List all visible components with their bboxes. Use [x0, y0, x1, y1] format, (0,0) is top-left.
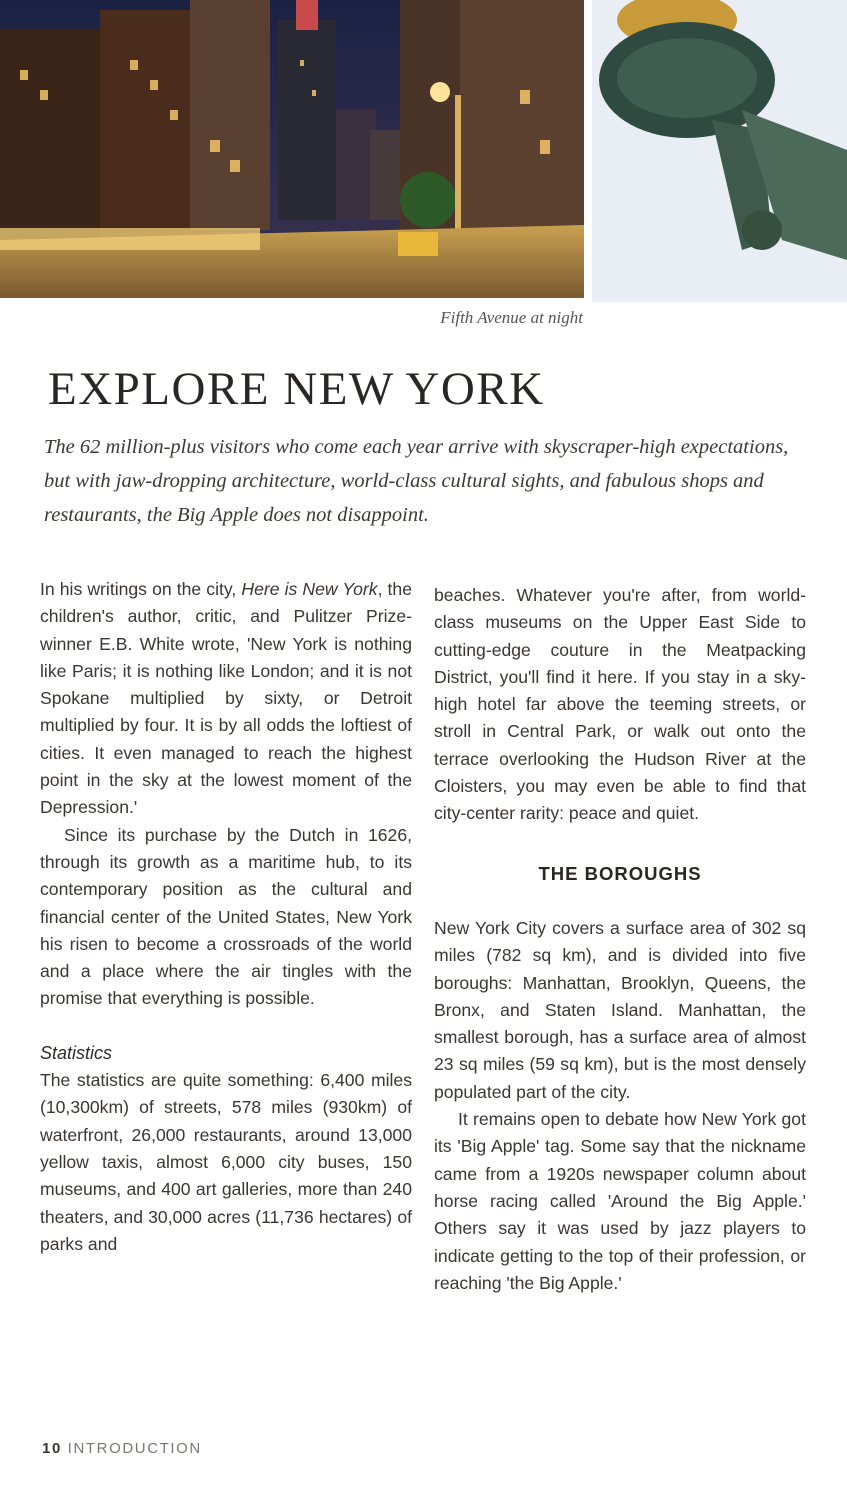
- text-span: In his writings on the city,: [40, 579, 242, 599]
- text-span: , the children's author, critic, and Pulitzer Prize-winner E.B. White wrote, 'New York is nothing like Paris; it is nothing like London; and it is not Spokane multiplied by sixty, or Detroit multiplied by four. It is by all odds the loftiest of cities. It even managed to reach the highest point in the sky at the lowest moment of the Depression.': [40, 579, 412, 818]
- page-footer: [42, 1440, 202, 1457]
- body-paragraph: beaches. Whatever you're after, from world-class museums on the Upper East Side to cutting-edge couture in the Meatpacking District, you'll find it here. If you stay in a sky-high hotel far above the teeming streets, or stroll in Central Park, or walk out onto the terrace overlooking the Hudson River at the Cloisters, you may even be able to find that city-center rarity: peace and quiet.: [434, 585, 806, 824]
- right-column: [434, 582, 806, 1297]
- body-paragraph: Since its purchase by the Dutch in 1626, through its growth as a maritime hub, to its contemporary position as the cultural and financial center of the United States, New York his risen to become a crossroads of the world and a place where the air tingles with the promise that everything is possible.: [40, 824, 412, 1009]
- statue-torch-photo-icon: [592, 0, 847, 302]
- intro-paragraph: The 62 million-plus visitors who come each year arrive with skyscraper-high expectations, but with jaw-dropping architecture, world-class cultural sights, and fabulous shops and restaurants, the Big Apple does not disappoint.: [44, 436, 789, 526]
- photo-caption: Fifth Avenue at night: [440, 308, 583, 327]
- statue-torch-photo: [592, 0, 847, 302]
- boroughs-heading: THE BOROUGHS: [538, 862, 702, 884]
- left-column: [40, 576, 412, 1258]
- city-street-photo-icon: [0, 0, 584, 298]
- page-number: 10: [42, 1440, 62, 1457]
- fifth-avenue-photo: [0, 0, 584, 298]
- statistics-subheading: Statistics: [40, 1042, 113, 1063]
- body-paragraph: New York City covers a surface area of 302 sq miles (782 sq km), and is divided into five boroughs: Manhattan, Brooklyn, Queens, the Bronx, and Staten Island. Manhattan, the smallest borough, has a surface area of almost 23 sq miles (59 sq km), but is the most densely populated part of the city.: [434, 917, 806, 1102]
- section-name: INTRODUCTION: [67, 1440, 202, 1457]
- body-paragraph: It remains open to debate how New York got its 'Big Apple' tag. Some say that the nickname came from a 1920s newspaper column about horse racing called 'Around the Big Apple.' Others say it was used by jazz players to indicate getting to the top of their profession, or reaching 'the Big Apple.': [434, 1109, 806, 1293]
- body-paragraph: [40, 576, 412, 822]
- page-title: EXPLORE NEW YORK: [48, 363, 545, 415]
- book-title: Here is New York: [241, 579, 378, 599]
- body-paragraph: The statistics are quite something: 6,400 miles (10,300km) of streets, 578 miles (930km) of waterfront, 26,000 restaurants, around 13,000 yellow taxis, almost 6,000 city buses, 150 museums, and 400 art galleries, more than 240 theaters, and 30,000 acres (11,736 hectares) of parks and: [40, 1070, 412, 1254]
